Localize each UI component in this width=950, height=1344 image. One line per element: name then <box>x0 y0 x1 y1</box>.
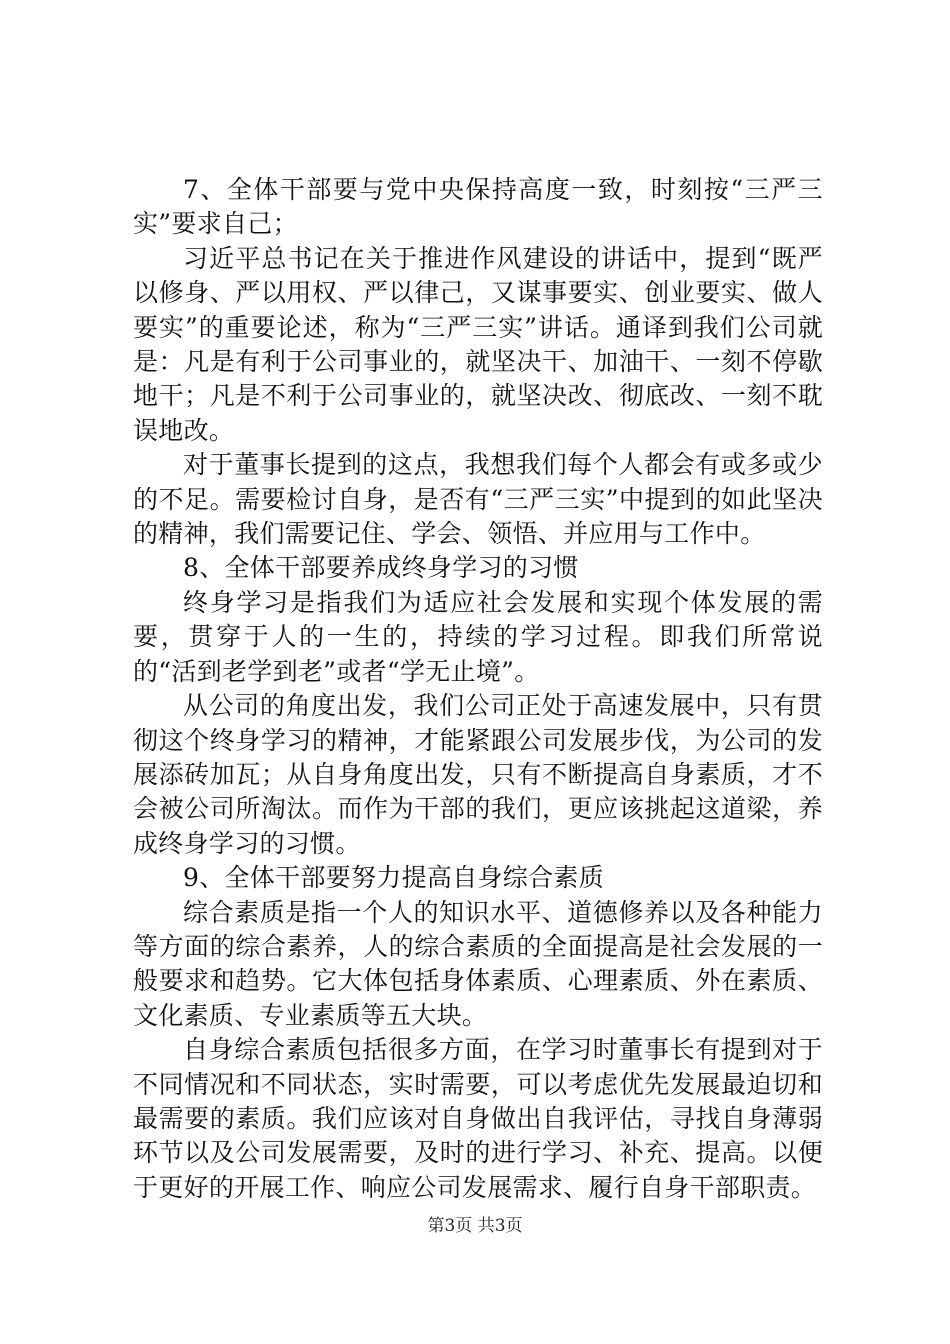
paragraph-lifelong-learning-company: 从公司的角度出发，我们公司正处于高速发展中，只有贯彻这个终身学习的精神，才能紧跟公司发展步伐，为公司的发展添砖加瓦；从自身角度出发，只有不断提高自身素质，才不会被公司所淘汰。而作为干部的我们，更应该挑起这道梁，养成终身学习的习惯。 <box>133 691 823 858</box>
paragraph-comprehensive-quality-self: 自身综合素质包括很多方面，在学习时董事长有提到对于不同情况和不同状态，实时需要，可以考虑优先发展最迫切和最需要的素质。我们应该对自身做出自我评估，寻找自身薄弱环节以及公司发展需要，及时的进行学习、补充、提高。以便于更好的开展工作、响应公司发展需求、履行自身干部职责。 <box>133 1035 823 1202</box>
paragraph-heading-8: 8、全体干部要养成终身学习的习惯 <box>183 553 579 583</box>
paragraph-three-stricts-explanation: 习近平总书记在关于推进作风建设的讲话中，提到“既严以修身、严以用权、严以律己，又谋事要实、创业要实、做人要实”的重要论述，称为“三严三实”讲话。通译到我们公司就是：凡是有利于公司事业的，就坚决干、加油干、一刻不停歇地干；凡是不利于公司事业的，就坚决改、彻底改、一刻不耽误地改。 <box>133 243 823 445</box>
page-number-footer: 第3页 共3页 <box>427 1216 523 1236</box>
document-body <box>133 173 823 1205</box>
paragraph-heading-7: 7、全体干部要与党中央保持高度一致，时刻按“三严三实”要求自己； <box>133 175 823 239</box>
paragraph-heading-9: 9、全体干部要努力提高自身综合素质 <box>183 863 605 893</box>
paragraph-comprehensive-quality-definition: 综合素质是指一个人的知识水平、道德修养以及各种能力等方面的综合素养，人的综合素质的全面提高是社会发展的一般要求和趋势。它大体包括身体素质、心理素质、外在素质、文化素质、专业素质等五大块。 <box>133 897 823 1030</box>
paragraph-lifelong-learning-definition: 终身学习是指我们为适应社会发展和实现个体发展的需要，贯穿于人的一生的，持续的学习过程。即我们所常说的“活到老学到老”或者“学无止境”。 <box>133 587 823 686</box>
paragraph-self-review: 对于董事长提到的这点，我想我们每个人都会有或多或少的不足。需要检讨自身，是否有“三严三实”中提到的如此坚决的精神，我们需要记住、学会、领悟、并应用与工作中。 <box>133 450 823 549</box>
